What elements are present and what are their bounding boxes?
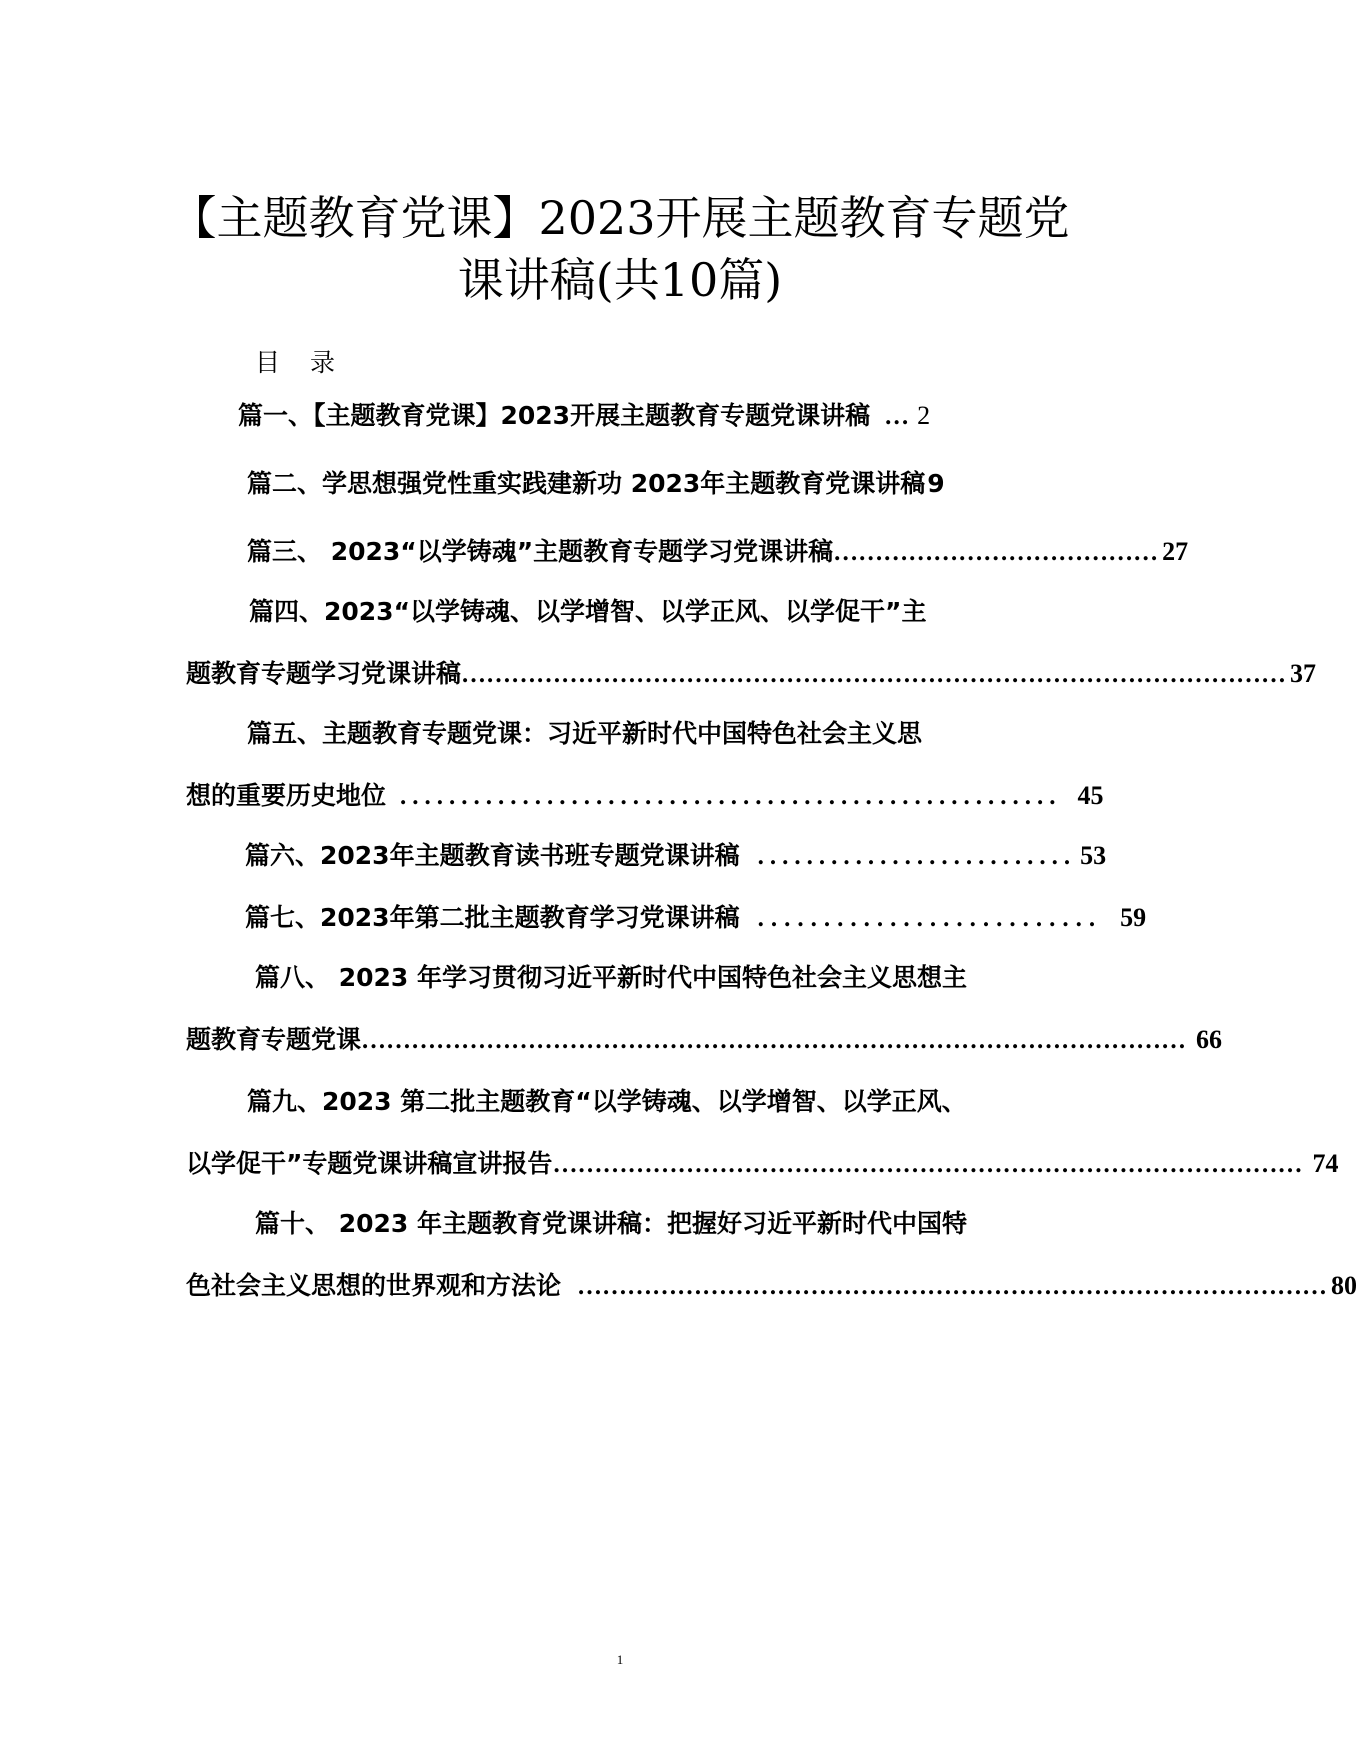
toc-heading: 目录: [255, 348, 366, 377]
toc-entry-title: 题教育专题党课: [186, 1025, 362, 1054]
document-title-line-1: 【主题教育党课】2023开展主题教育专题党: [170, 191, 1070, 245]
toc-entry-10-line-2[interactable]: [186, 1268, 1357, 1305]
toc-entry-title: 篇四、2023“以学铸魂、以学增智、以学正风、以学促干”主: [249, 597, 927, 626]
toc-entry-leader: …: [884, 403, 910, 430]
toc-entry-8-line-2[interactable]: [186, 1022, 1223, 1059]
toc-entry-page: 66: [1196, 1025, 1223, 1054]
toc-entry-8-line-1[interactable]: [255, 960, 1067, 996]
toc-entry-leader: ......................................................: [400, 783, 1062, 810]
toc-entry-3[interactable]: [247, 534, 1189, 571]
toc-entry-page: 37: [1290, 659, 1317, 688]
toc-entry-6[interactable]: [245, 838, 1107, 875]
toc-entry-leader: ..........................: [757, 905, 1103, 932]
toc-entry-title: 篇六、2023年主题教育读书班专题党课讲稿: [245, 841, 740, 870]
toc-entry-title: 篇八、 2023 年学习贯彻习近平新时代中国特色社会主义思想主: [255, 963, 967, 992]
toc-entry-10-line-1[interactable]: [255, 1206, 1067, 1242]
toc-entry-title: 篇一、【主题教育党课】2023开展主题教育专题党课讲稿: [238, 401, 871, 430]
toc-entry-title: 篇五、主题教育专题党课：习近平新时代中国特色社会主义思: [247, 719, 923, 748]
toc-entry-leader: ………………………………………………………………………………: [577, 1273, 1328, 1300]
toc-entry-title: 色社会主义思想的世界观和方法论: [186, 1271, 562, 1300]
toc-entry-title: 篇九、2023 第二批主题教育“以学铸魂、以学增智、以学正风、: [247, 1087, 967, 1116]
toc-entry-page: 27: [1162, 537, 1189, 566]
document-title-line-2: 课讲稿(共10篇): [457, 253, 783, 307]
toc-entry-title: 篇二、学思想强党性重实践建新功 2023年主题教育党课讲稿: [247, 469, 926, 498]
toc-entry-leader: ………………………………………………………………………………………: [361, 1027, 1187, 1054]
toc-entry-page: 9: [927, 469, 945, 498]
toc-entry-9-line-1[interactable]: [247, 1084, 1059, 1120]
toc-entry-title: 题教育专题学习党课讲稿: [186, 659, 462, 688]
toc-entry-page: 59: [1120, 903, 1147, 932]
toc-entry-1[interactable]: [238, 398, 1050, 435]
toc-entry-9-line-2[interactable]: [186, 1146, 1339, 1183]
toc-entry-page: 53: [1080, 841, 1107, 870]
toc-entry-page: 74: [1312, 1149, 1339, 1178]
toc-entry-2[interactable]: [247, 466, 1059, 502]
toc-entry-title: 想的重要历史地位: [186, 781, 387, 810]
toc-entry-4-line-1[interactable]: [249, 594, 1061, 630]
toc-entry-page: 80: [1331, 1271, 1357, 1300]
toc-entry-title: 篇七、2023年第二批主题教育学习党课讲稿: [245, 903, 740, 932]
toc-entry-4-line-2[interactable]: [186, 656, 1317, 693]
toc-entry-5-line-2[interactable]: [186, 778, 1104, 815]
toc-entry-7[interactable]: [245, 900, 1147, 937]
toc-entry-leader: ………………………………………………………………………………: [552, 1151, 1303, 1178]
toc-entry-5-line-1[interactable]: [247, 716, 1059, 752]
toc-entry-title: 篇十、 2023 年主题教育党课讲稿：把握好习近平新时代中国特: [255, 1209, 967, 1238]
toc-entry-title: 以学促干”专题党课讲稿宣讲报告: [186, 1149, 553, 1178]
toc-entry-page: 45: [1077, 781, 1104, 810]
page-number: 1: [616, 1652, 624, 1667]
toc-entry-leader: ..........................: [757, 843, 1077, 870]
toc-entry-leader: …………………………………: [833, 539, 1159, 566]
toc-entry-leader: ………………………………………………………………………………………: [461, 661, 1287, 688]
toc-entry-title: 篇三、 2023“以学铸魂”主题教育专题学习党课讲稿: [247, 537, 834, 566]
toc-entry-page: 2: [917, 401, 931, 430]
